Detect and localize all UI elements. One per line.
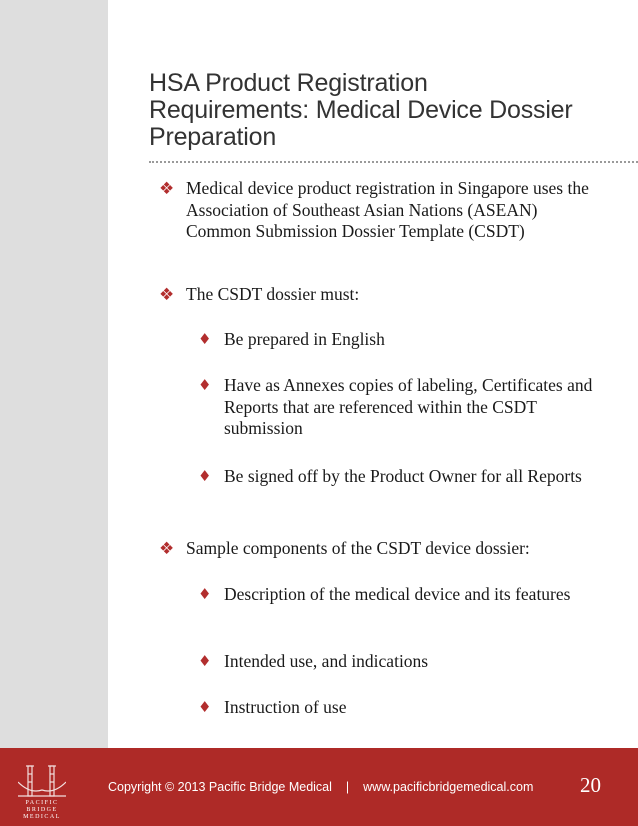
sub-bullet-text: Be signed off by the Product Owner for all Reports bbox=[224, 466, 582, 486]
sub-bullet-text: Instruction of use bbox=[224, 697, 347, 717]
diamond-cluster-bullet-icon: ❖ bbox=[159, 179, 175, 199]
bullet-item bbox=[159, 538, 606, 560]
footer-bar bbox=[0, 748, 638, 826]
diamond-bullet-icon: ♦ bbox=[198, 330, 212, 348]
sub-bullet-item bbox=[198, 697, 594, 719]
sub-bullet-item bbox=[198, 584, 594, 606]
sub-bullet-item bbox=[198, 651, 594, 673]
bullet-text: Medical device product registration in Singapore uses the Association of Southeast Asian Nations (ASEAN) Common Submission Dossier Template (CSDT) bbox=[186, 178, 589, 241]
diamond-bullet-icon: ♦ bbox=[198, 698, 212, 716]
bullet-item bbox=[159, 284, 606, 306]
bullet-text: The CSDT dossier must: bbox=[186, 284, 360, 304]
diamond-bullet-icon: ♦ bbox=[198, 652, 212, 670]
sub-bullet-text: Description of the medical device and its features bbox=[224, 584, 571, 604]
sub-bullet-item bbox=[198, 375, 594, 440]
footer-text bbox=[108, 780, 533, 794]
diamond-bullet-icon: ♦ bbox=[198, 585, 212, 603]
sub-bullet-item bbox=[198, 329, 594, 351]
svg-text:MEDICAL: MEDICAL bbox=[23, 814, 61, 820]
diamond-cluster-bullet-icon: ❖ bbox=[159, 285, 175, 305]
page-number: 20 bbox=[580, 773, 601, 797]
sub-bullet-text: Have as Annexes copies of labeling, Certificates and Reports that are referenced within the CSDT submission bbox=[224, 375, 593, 438]
svg-text:PACIFIC: PACIFIC bbox=[25, 800, 59, 806]
bullet-text: Sample components of the CSDT device dossier: bbox=[186, 538, 530, 558]
sub-bullet-text: Intended use, and indications bbox=[224, 651, 429, 671]
footer-separator: | bbox=[345, 780, 350, 794]
diamond-bullet-icon: ♦ bbox=[198, 376, 212, 394]
pacific-bridge-medical-logo bbox=[18, 762, 66, 820]
website-link[interactable]: www.pacificbridgemedical.com bbox=[363, 780, 534, 794]
sub-bullet-text: Be prepared in English bbox=[224, 329, 385, 349]
copyright-text: Copyright © 2013 Pacific Bridge Medical bbox=[108, 780, 332, 794]
svg-text:BRIDGE: BRIDGE bbox=[26, 807, 58, 813]
sub-bullet-item bbox=[198, 466, 594, 488]
page-title: HSA Product Registration Requirements: Medical Device Dossier Preparation bbox=[149, 69, 573, 151]
diamond-bullet-icon: ♦ bbox=[198, 467, 212, 485]
bullet-item bbox=[159, 178, 606, 243]
diamond-cluster-bullet-icon: ❖ bbox=[159, 539, 175, 559]
